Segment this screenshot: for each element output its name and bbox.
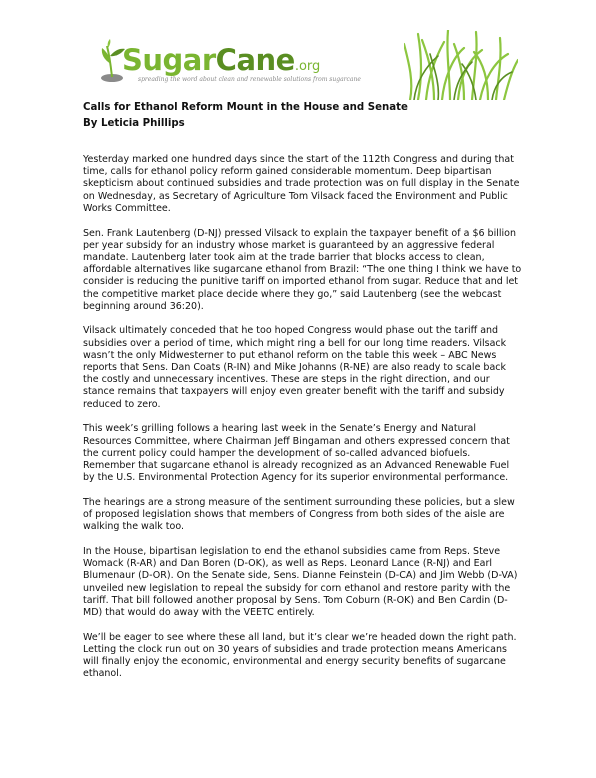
article-paragraph: Vilsack ultimately conceded that he too hoped Congress would phase out the tariff and subsidies over a period of time, which might ring a bell for our long time readers. Vilsack wasn’t the only Midwesterner to put ethanol reform on the table this week – ABC News reports that Sens. Dan Coats (R-IN) and Mike Johanns (R-NE) are also ready to scale back the costly and unnecessary incentives. These are steps in the right direction, and our stance remains that taxpayers will enjoy even greater benefit with the tariff and subsidy reduced to zero. <box>83 325 507 410</box>
sugarcane-logo[interactable] <box>98 38 418 88</box>
logo-tld: .org <box>294 59 321 74</box>
article-paragraph: We’ll be eager to see where these all land, but it’s clear we’re headed down the right path. Letting the clock run out on 30 years of subsidies and trade protection means Americans will finally enjoy the economic, environmental and energy security benefits of sugarcane ethanol. <box>83 631 517 680</box>
article-paragraph: In the House, bipartisan legislation to end the ethanol subsidies came from Reps. Steve Womack (R-AR) and Dan Boren (D-OK), as well as Reps. Leonard Lance (R-NJ) and Earl Blumenaur (D-OR). On the Senate side, Sens. Dianne Feinstein (D-CA) and Jim Webb (D-VA) unveiled new legislation to repeal the subsidy for corn ethanol and restore parity with the tariff. That bill followed another proposal by Sens. Tom Coburn (R-OK) and Ben Cardin (D-MD) that would do away with the VEETC entirely. <box>83 545 518 618</box>
article-paragraph: The hearings are a strong measure of the sentiment surrounding these policies, but a slew of proposed legislation shows that members of Congress from both sides of the aisle are walking the walk too. <box>83 496 515 533</box>
logo-cane: Cane <box>215 43 295 77</box>
article-title: Calls for Ethanol Reform Mount in the House and Senate <box>83 102 408 113</box>
article-body <box>83 154 523 693</box>
article-byline: By Leticia Phillips <box>83 118 185 129</box>
logo-sugar: Sugar <box>122 43 216 77</box>
article-paragraph: Sen. Frank Lautenberg (D-NJ) pressed Vilsack to explain the taxpayer benefit of a $6 billion per year subsidy for an industry whose market is guaranteed by an aggressive federal mandate. Lautenberg later took aim at the trade barrier that blocks access to clean, affordable alternatives like sugarcane ethanol from Brazil: “The one thing I think we have to consider is reducing the punitive tariff on imported ethanol from sugar. Reduce that and let the competitive market place decide where they go,” said Lautenberg (see the webcast beginning around 36:20). <box>83 227 522 312</box>
article-paragraph: This week’s grilling follows a hearing last week in the Senate’s Energy and Natural Resources Committee, where Chairman Jeff Bingaman and others expressed concern that the current policy could hamper the development of so-called advanced biofuels. Remember that sugarcane ethanol is already recognized as an Advanced Renewable Fuel by the U.S. Environmental Protection Agency for its superior environmental performance. <box>83 423 510 484</box>
logo-tagline: spreading the word about clean and renewable solutions from sugarcane <box>138 76 361 83</box>
article-header <box>83 100 523 132</box>
article-paragraph: Yesterday marked one hundred days since the start of the 112th Congress and during that time, calls for ethanol policy reform gained considerable momentum. Deep bipartisan skepticism about continued subsidies and trade protection was on full display in the Senate on Wednesday, as Secretary of Agriculture Tom Vilsack faced the Environment and Public Works Committee. <box>83 154 520 214</box>
sugarcane-grass-icon <box>404 30 518 100</box>
